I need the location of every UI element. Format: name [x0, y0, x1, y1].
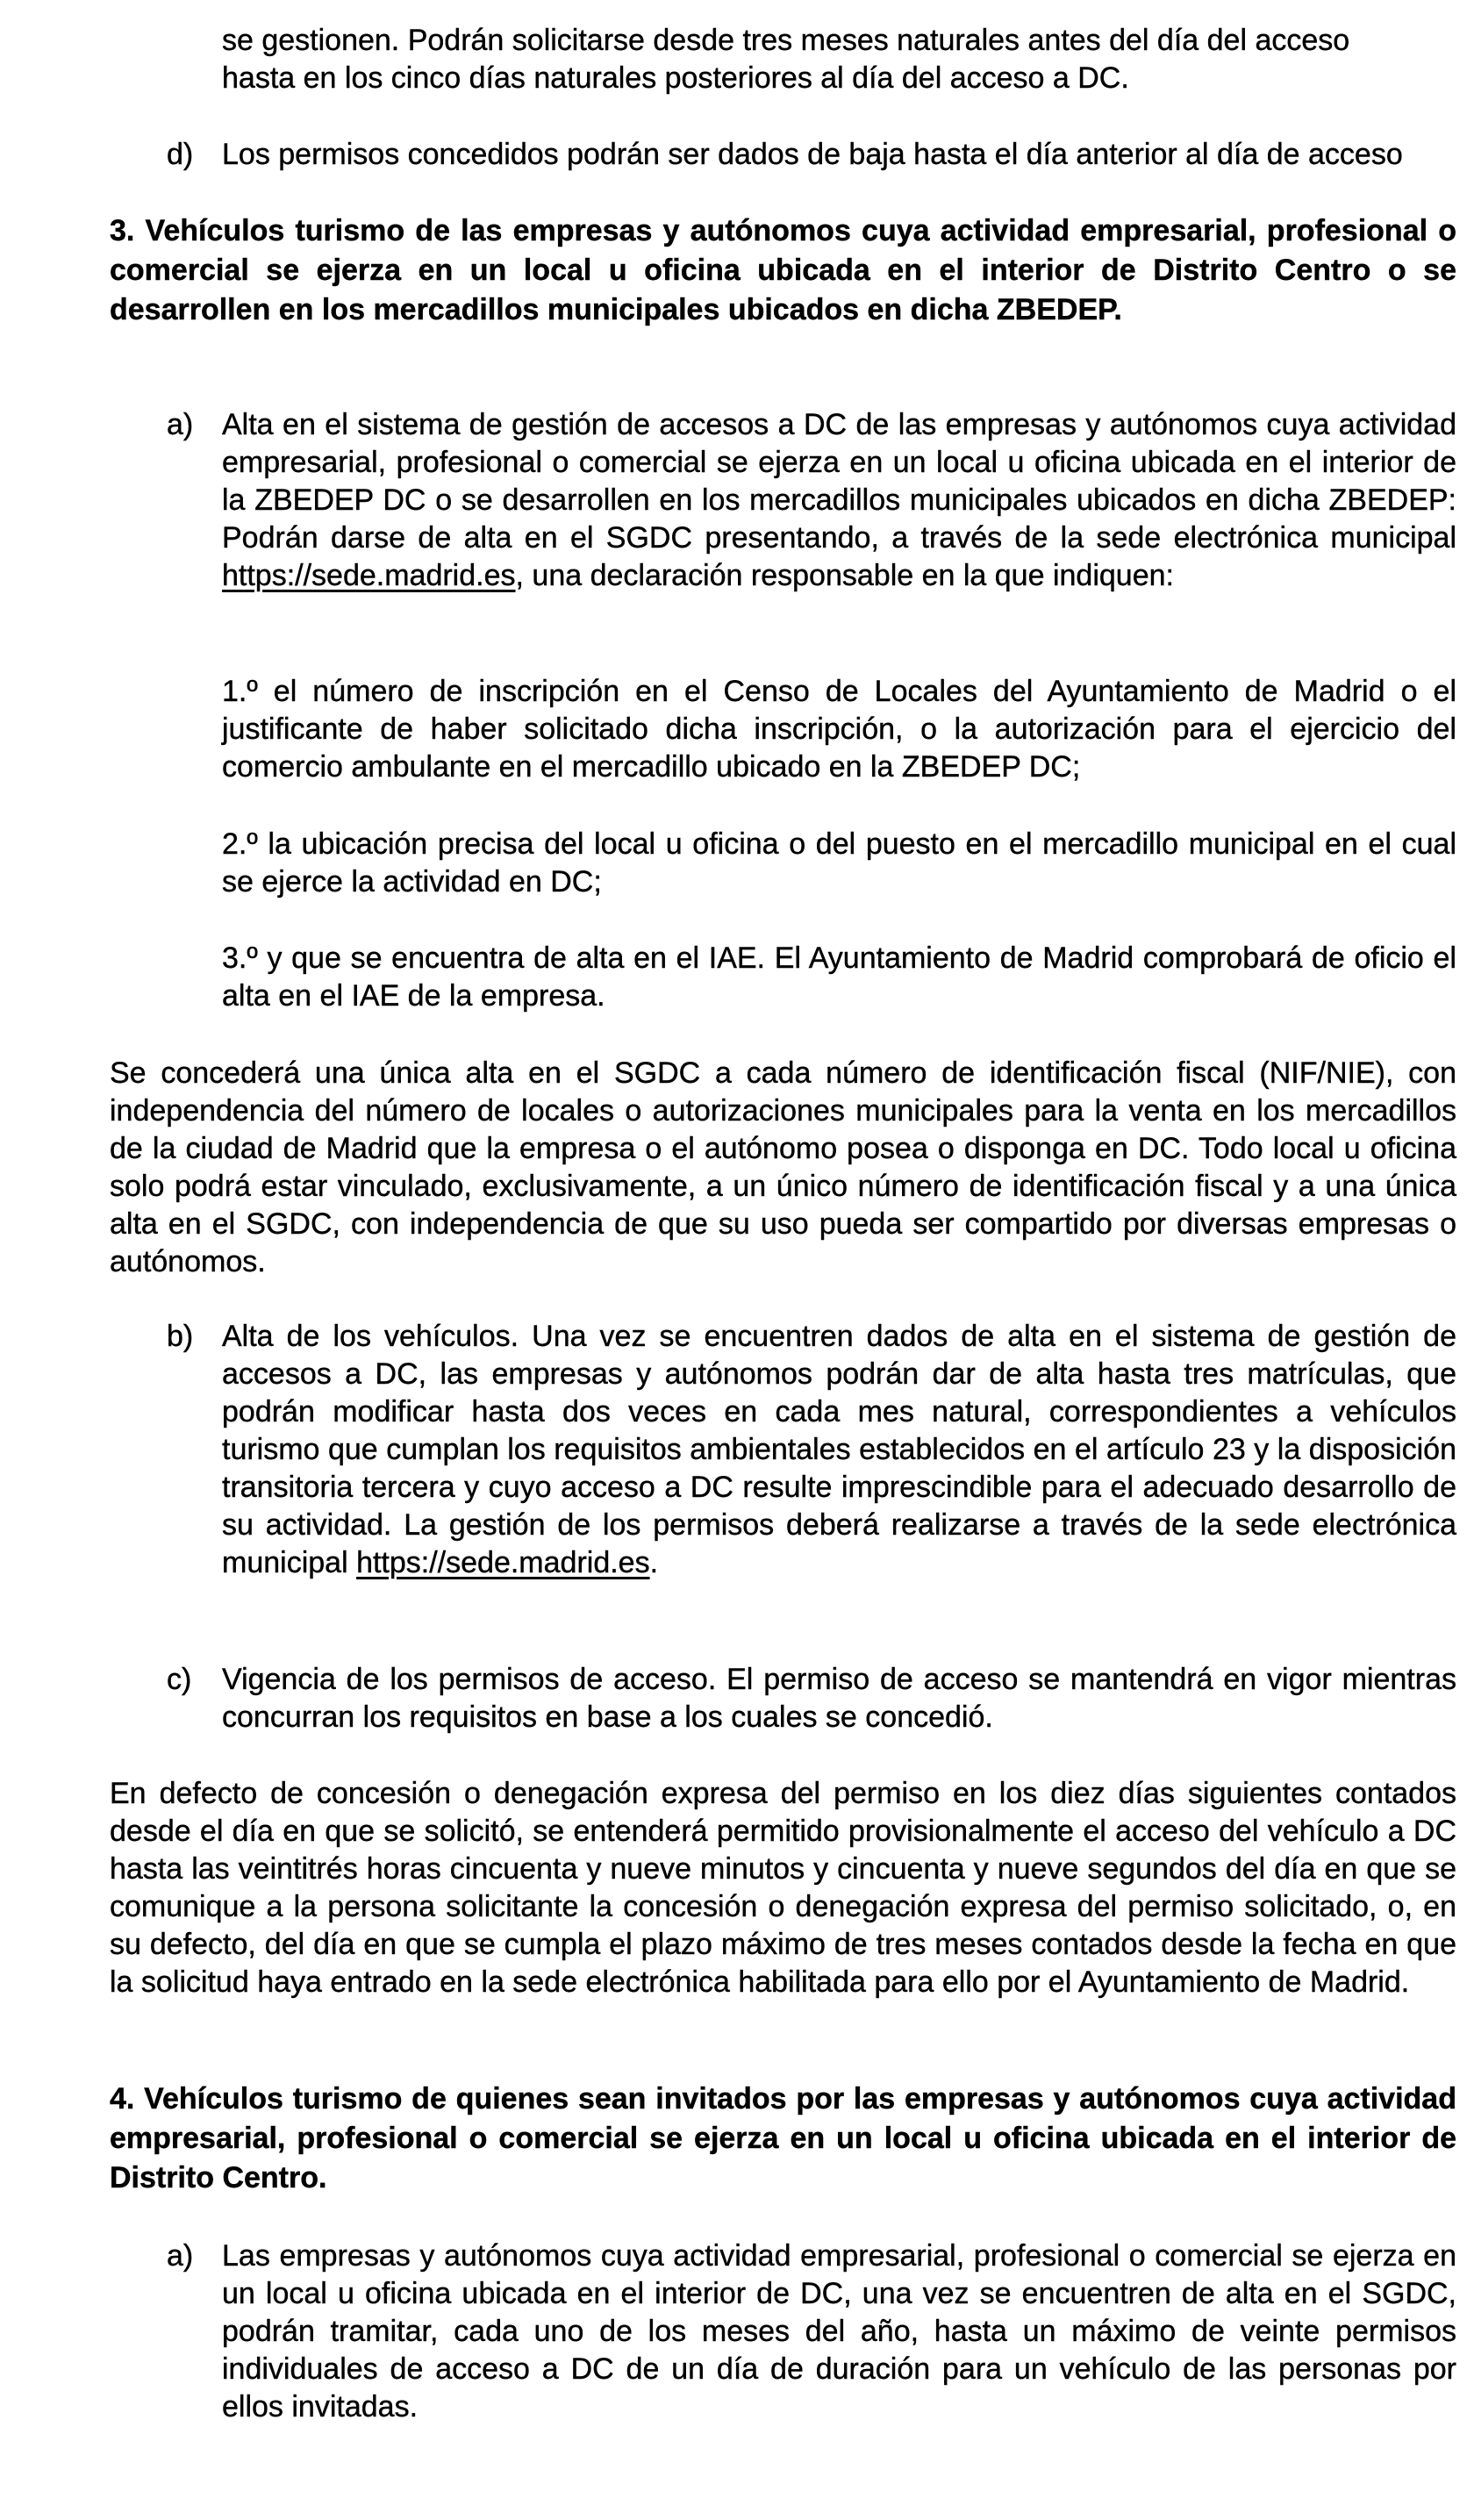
section-3-item-c-text: Vigencia de los permisos de acceso. El permiso de acceso se mantendrá en vigor mientras concurran los requisitos en base a los cuales se concedió.: [222, 1663, 1456, 1734]
section-3-item-c: [167, 1661, 1456, 1736]
paragraph-sgdc-single-alta: Se concederá una única alta en el SGDC a cada número de identificación fiscal (NIF/NIE), con independencia del número de locales o autorizaciones municipales para la venta en los mercadillos de la ciudad de Madrid que la empresa o el autónomo posea o disponga en DC. Todo local u oficina solo podrá estar vinculado, exclusivamente, a un único número de identificación fiscal y a una única alta en el SGDC, con independencia de que su uso pueda ser compartido por diversas empresas o autónomos.: [110, 1056, 1456, 1278]
section-3-item-a-text-before: Alta en el sistema de gestión de accesos a DC de las empresas y autónomos cuya actividad empresarial, profesional o comercial se ejerza en un local u oficina ubicada en el interior de la ZBEDEP DC o se desarrollen en los mercadillos municipales ubicados en dicha ZBEDEP: Podrán darse de alta en el SGDC presentando, a través de la sede electrónica municipal: [222, 408, 1456, 555]
section-4-heading: 4. Vehículos turismo de quienes sean invitados por las empresas y autónomos cuya actividad empresarial, profesional o comercial se ejerza en un local u oficina ubicada en el interior de Distrito Centro.: [110, 2082, 1456, 2194]
item-d: [167, 136, 1474, 174]
continuation-paragraph: se gestionen. Podrán solicitarse desde tres meses naturales antes del día del acceso hasta en los cinco días naturales posteriores al día del acceso a DC.: [222, 24, 1350, 95]
section-3-item-a: [167, 406, 1456, 595]
section-3-item-b-text-before: Alta de los vehículos. Una vez se encuentren dados de alta en el sistema de gestión de accesos a DC, las empresas y autónomos podrán dar de alta hasta tres matrículas, que podrán modificar hasta dos veces en cada mes natural, correspondientes a vehículos turismo que cumplan los requisitos ambientales establecidos en el artículo 23 y la disposición transitoria tercera y cuyo acceso a DC resulte imprescindible para el adecuado desarrollo de su actividad. La gestión de los permisos deberá realizarse a través de la sede electrónica municipal: [222, 1320, 1456, 1579]
sede-madrid-link[interactable]: https://sede.madrid.es: [222, 559, 516, 592]
section-3-item-b-label: b): [167, 1320, 194, 1353]
ordinal-item-3: 3.º y que se encuentra de alta en el IAE. El Ayuntamiento de Madrid comprobará de oficio el alta en el IAE de la empresa.: [222, 941, 1456, 1013]
ordinal-item-1: 1.º el número de inscripción en el Censo de Locales del Ayuntamiento de Madrid o el justificante de haber solicitado dicha inscripción, o la autorización para el ejercicio del comercio ambulante en el mercadillo ubicado en la ZBEDEP DC;: [222, 675, 1456, 784]
section-3-item-c-label: c): [167, 1663, 192, 1696]
ordinal-item-2: 2.º la ubicación precisa del local u oficina o del puesto en el mercadillo municipal en el cual se ejerce la actividad en DC;: [222, 827, 1456, 898]
section-4-item-a-label: a): [167, 2239, 194, 2273]
item-d-label: d): [167, 138, 194, 171]
section-4-item-a: [167, 2237, 1456, 2426]
section-3-item-b: [167, 1318, 1456, 1582]
section-4-item-a-text: Las empresas y autónomos cuya actividad empresarial, profesional o comercial se ejerza en un local u oficina ubicada en el interior de DC, una vez se encuentren de alta en el SGDC, podrán tramitar, cada uno de los meses del año, hasta un máximo de veinte permisos individuales de acceso a DC de un día de duración para un vehículo de las personas por ellos invitadas.: [222, 2239, 1456, 2423]
section-3-item-a-label: a): [167, 408, 194, 441]
section-3-item-a-text-after: , una declaración responsable en la que indiquen:: [515, 559, 1174, 592]
section-3-heading: 3. Vehículos turismo de las empresas y autónomos cuya actividad empresarial, profesional o comercial se ejerza en un local u oficina ubicada en el interior de Distrito Centro o se desarrollen en los mercadillos municipales ubicados en dicha ZBEDEP.: [110, 214, 1456, 326]
section-3-item-b-text-after: .: [649, 1546, 659, 1579]
sede-madrid-link-2[interactable]: https://sede.madrid.es: [356, 1546, 650, 1579]
item-d-text: Los permisos concedidos podrán ser dados de baja hasta el día anterior al día de acceso: [222, 138, 1403, 171]
paragraph-silencio-administrativo: En defecto de concesión o denegación expresa del permiso en los diez días siguientes contados desde el día en que se solicitó, se entenderá permitido provisionalmente el acceso del vehículo a DC hasta las veintitrés horas cincuenta y nueve minutos y cincuenta y nueve segundos del día en que se comunique a la persona solicitante la concesión o denegación expresa del permiso solicitado, o, en su defecto, del día en que se cumpla el plazo máximo de tres meses contados desde la fecha en que la solicitud haya entrado en la sede electrónica habilitada para ello por el Ayuntamiento de Madrid.: [110, 1777, 1456, 1999]
